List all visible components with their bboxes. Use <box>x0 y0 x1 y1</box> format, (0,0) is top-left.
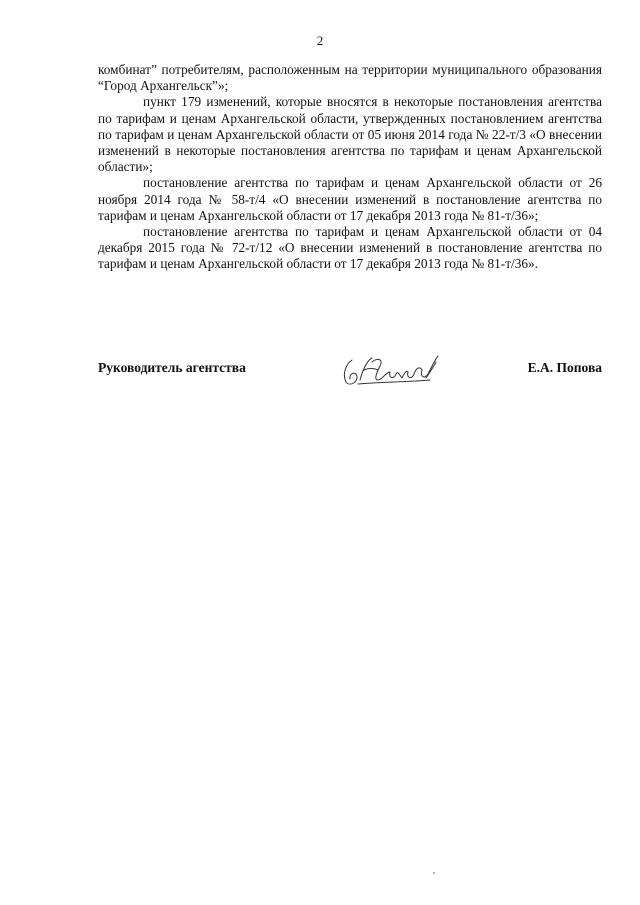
signatory-name: Е.А. Попова <box>527 360 602 375</box>
scan-speck <box>433 872 435 874</box>
paragraph-resolution-58: постановление агентства по тарифам и ценам Архангельской области от 26 ноября 2014 года № 58-т/4 «О внесении изменений в постановление агентства по тарифам и ценам Архангельской области от 17 декабря 2013 года № 81-т/36»; <box>98 175 602 223</box>
document-body <box>98 62 602 273</box>
signatory-title: Руководитель агентства <box>98 360 246 375</box>
handwritten-signature <box>338 352 448 392</box>
paragraph-continuation: комбинат” потребителям, расположенным на территории муниципального образования “Город Архангельск”»; <box>98 62 602 94</box>
paragraph-resolution-72: постановление агентства по тарифам и ценам Архангельской области от 04 декабря 2015 года № 72-т/12 «О внесении изменений в постановление агентства по тарифам и ценам Архангельской области от 17 декабря 2013 года № 81-т/36». <box>98 224 602 272</box>
paragraph-item-179: пункт 179 изменений, которые вносятся в некоторые постановления агентства по тарифам и ценам Архангельской области, утвержденных постановлением агентства по тарифам и ценам Архангельской области от 05 июня 2014 года № 22-т/3 «О внесении изменений в некоторые постановления агентства по тарифам и ценам Архангельской области»; <box>98 94 602 175</box>
page-number: 2 <box>316 33 324 48</box>
signature-block <box>98 352 602 392</box>
